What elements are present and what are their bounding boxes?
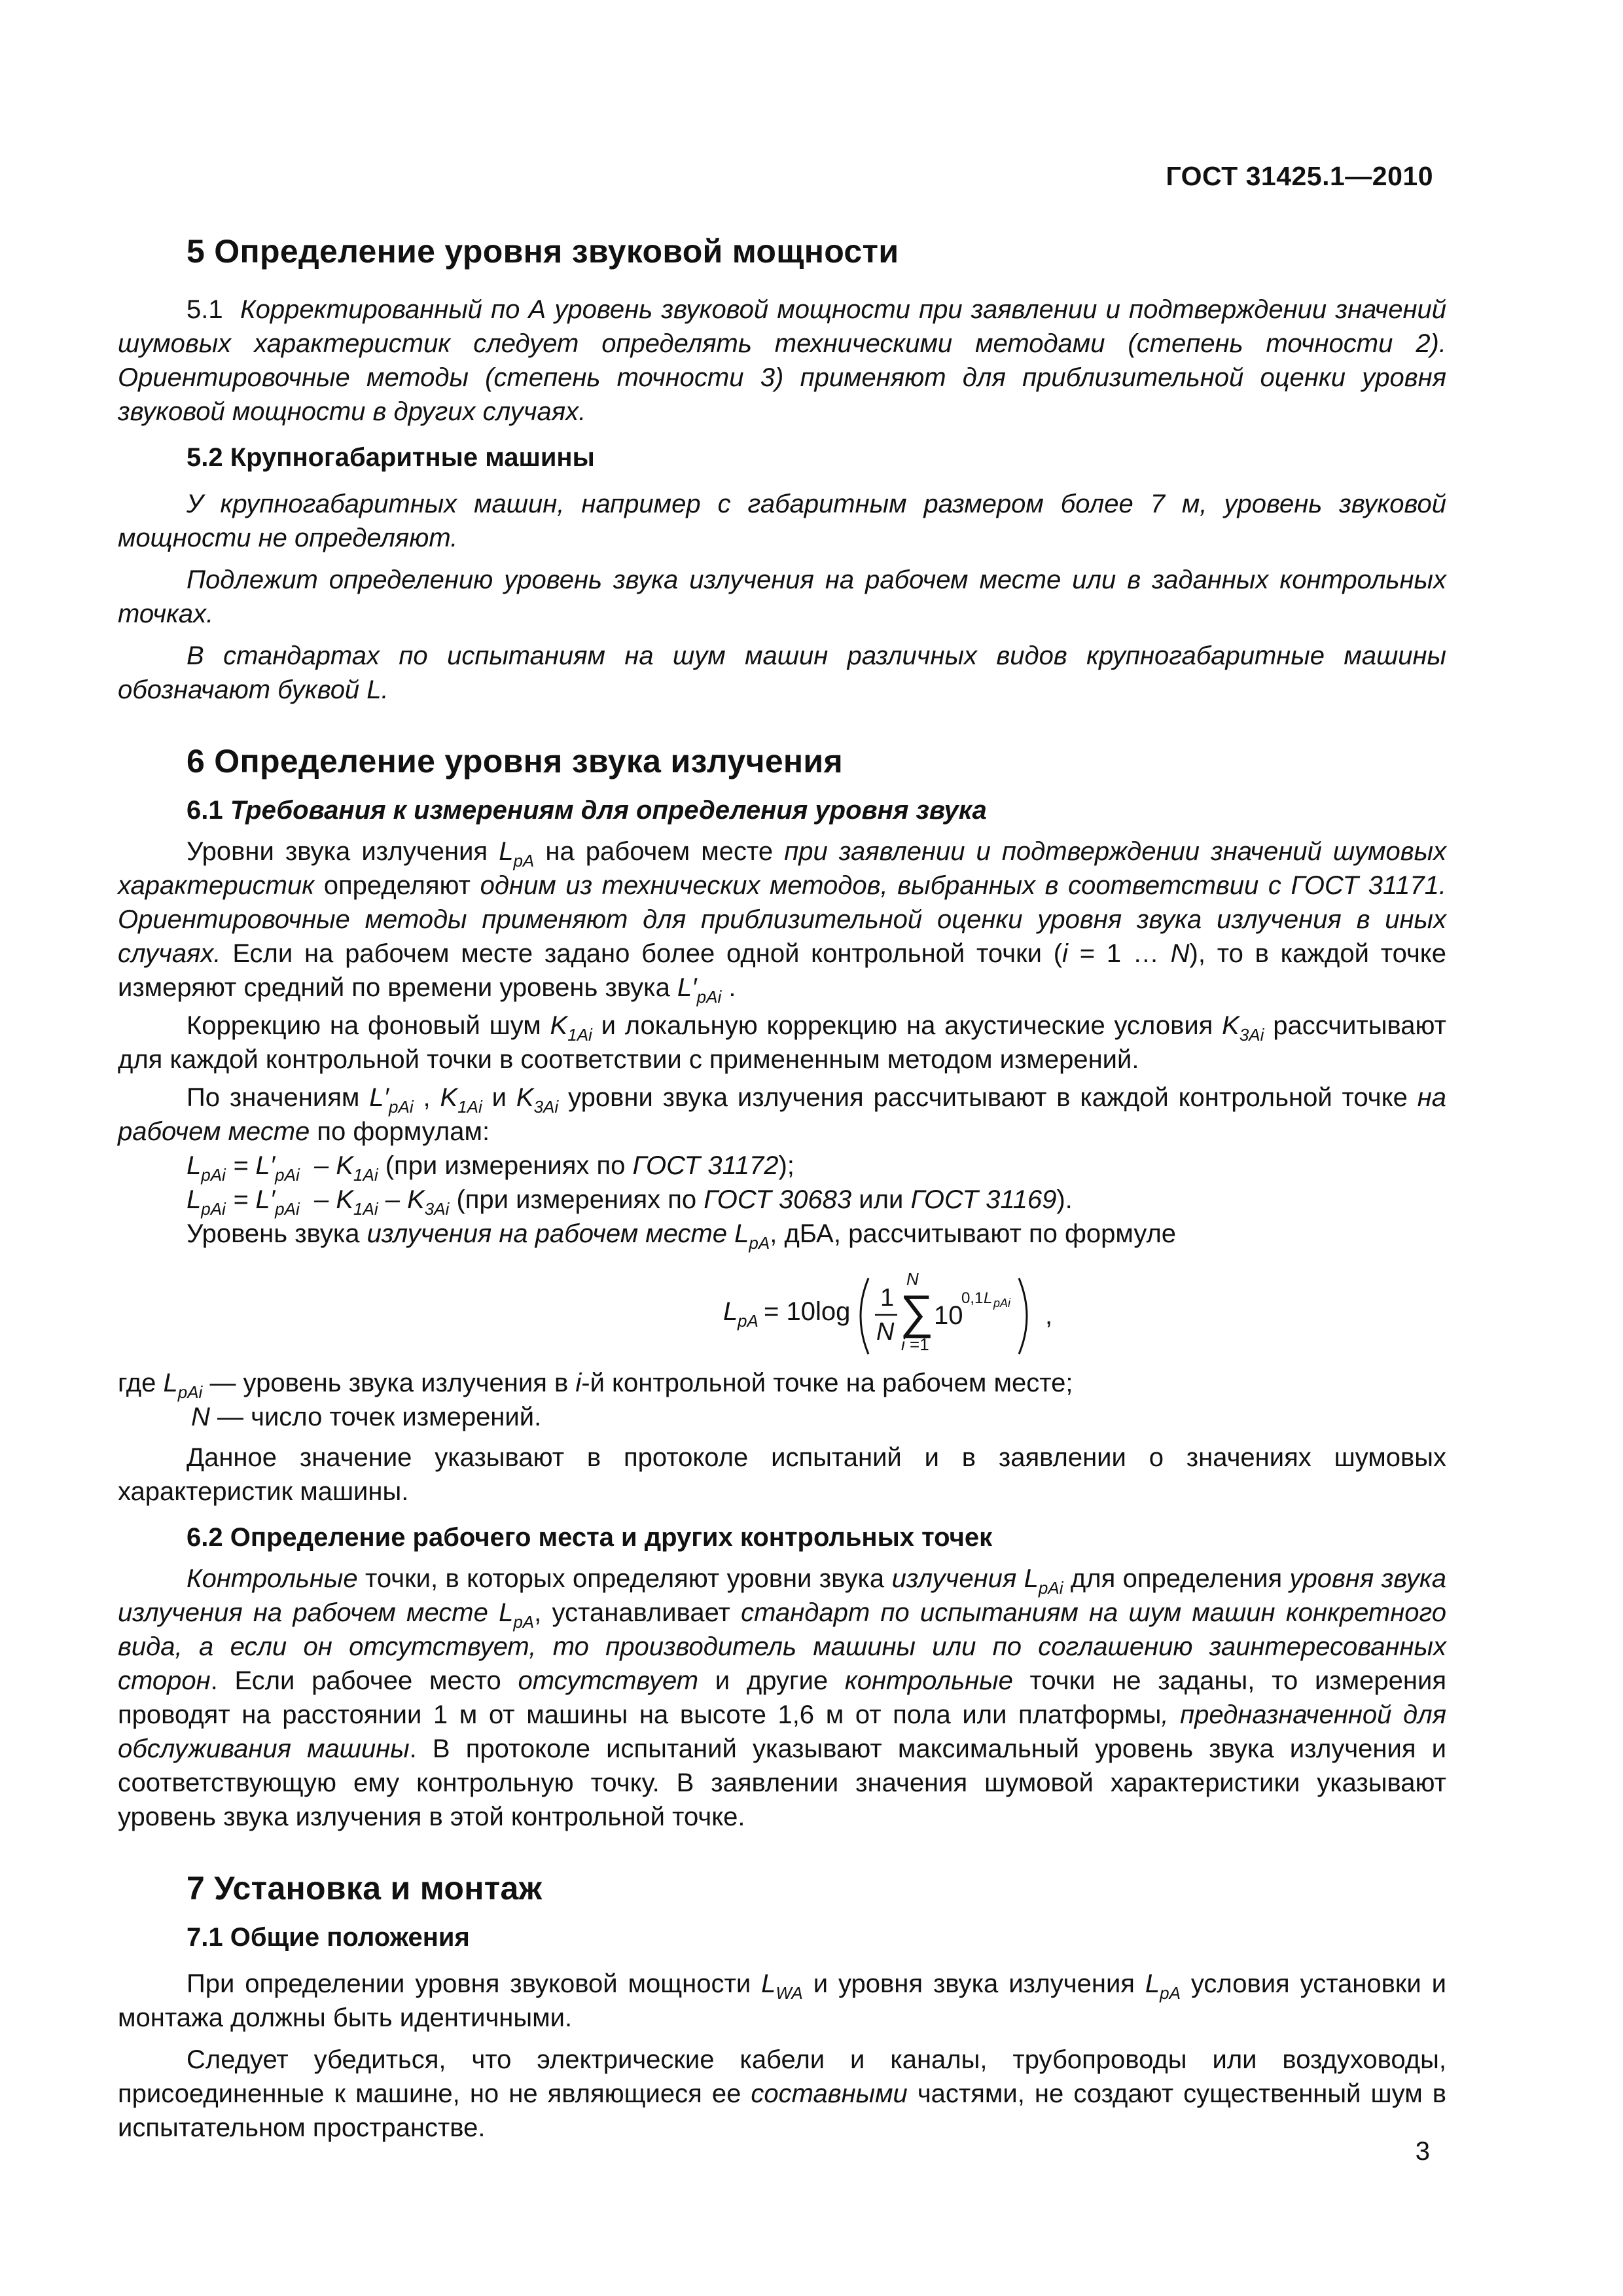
formula-LpA-log (118, 1251, 1446, 1362)
document-code: ГОСТ 31425.1—2010 (1166, 161, 1433, 191)
section-5-heading: 5 Определение уровня звуковой мощности (187, 233, 899, 270)
symbol-LpAi-prime: $L'_{pAi}$ (369, 1083, 414, 1117)
svg-text:L: L (723, 1297, 738, 1326)
svg-text:N: N (906, 1269, 919, 1289)
text: ГОСТ 31172 (632, 1151, 779, 1180)
section-5-2-heading: 5.2 Крупногабаритные машины (187, 443, 595, 472)
formula-intro: Уровень звука излучения на рабочем месте $L_{pA}$, дБА, рассчитывают по формуле (187, 1219, 1177, 1253)
text: Контрольные (187, 1564, 358, 1593)
text: ). (1056, 1185, 1073, 1214)
symbol-K1Ai: $K_{1Ai}$ (550, 1011, 592, 1045)
s5-1-number: 5.1 (187, 295, 223, 324)
text: излучения (891, 1564, 1017, 1593)
text: частями, не создают существенный шум в испытательном пространстве. (118, 2079, 1447, 2142)
text: стандарт по испытаниям на шум машин конкретного вида, а если он отсутствует, то производитель машины или по соглашению заинтересованных сторон (118, 1598, 1446, 1695)
s6-2-paragraph: Контрольные точки, в которых определяют уровни звука излучения $L_{pAi}$ для определения уровня звука излучения на рабочем месте $L_{pA}$, устанавливает стандарт по испытаниям на шум машин конкретного вида, а если он отсутствует, то производитель машины или по соглашению заинтересованных сторон. Если рабочее место отсутствует и другие контрольные точки не заданы, то измерения проводят на расстоянии 1 м от машины на высоте 1,6 м от пола или платформы, предназначенной для обслуживания машины. В протоколе испытаний указывают максимальный уровень звука излучения и соответствующую ему контрольную точку. В заявлении значения шумовой характеристики указывают уровень звука излучения в этой контрольной точке. (118, 1564, 1447, 1831)
s5-2-paragraph-2: Подлежит определению уровень звука излучения на рабочем месте или в заданных контрольных точках. (118, 565, 1446, 628)
text: . Если рабочее место (210, 1666, 518, 1695)
svg-text:i =1: i =1 (901, 1335, 929, 1354)
section-7-heading: 7 Установка и монтаж (187, 1870, 543, 1907)
s6-1-title: Требования к измерениям для определения уровня звука (230, 796, 987, 825)
symbol-K3Ai: $K_{3Ai}$ (516, 1083, 559, 1117)
text: точки, в которых определяют уровни звука (357, 1564, 892, 1593)
text: Если на рабочем месте задано более одной контрольной точки ( (221, 939, 1063, 968)
text: Уровни звука излучения (187, 837, 499, 866)
text: Уровень звука (187, 1219, 367, 1248)
text: При определении уровня звуковой мощности (187, 1969, 762, 1998)
s5-1-paragraph (118, 293, 1446, 429)
text: по формулам: (310, 1117, 490, 1146)
text: Следует убедиться, что электрические кабели и каналы, трубопроводы или воздуховоды, присоединенные к машине, но не являющиеся ее (118, 2045, 1446, 2108)
text: , предназначенной для обслуживания машины (118, 1700, 1447, 1763)
s5-2-paragraph-1: У крупногабаритных машин, например с габаритным размером более 7 м, уровень звуковой мощности не определяют. (118, 490, 1446, 552)
text: составными (751, 2079, 908, 2108)
s6-1-paragraph-2 (118, 1009, 1446, 1077)
text: одним из технических методов, выбранных в соответствии с ГОСТ 31171. Ориентировочные методы применяют для приблизительной оценки уровня звука излучения в иных случаях. (118, 871, 1447, 968)
text: -й контрольной точке на рабочем месте; (581, 1369, 1073, 1397)
text: , дБА, рассчитывают по формуле (770, 1219, 1177, 1248)
where-line-2: N — число точек измерений. (191, 1403, 542, 1431)
text: на рабочем месте (118, 1083, 1446, 1146)
symbol-K1Ai: $K_{1Ai}$ (440, 1083, 482, 1117)
svg-text:pA: pA (738, 1311, 758, 1331)
text: = 1 … (1067, 939, 1171, 968)
text: рассчитывают для каждой контрольной точки в соответствии с примененным методом измерений. (118, 1011, 1446, 1074)
text: , устанавливает (534, 1598, 741, 1627)
text: ); (778, 1151, 794, 1180)
s7-1-paragraph-1: При определении уровня звуковой мощности $L_{WA}$ и уровня звука излучения $L_{pA}$ условия установки и монтажа должны быть идентичными. (118, 1969, 1447, 2032)
text: где (118, 1369, 164, 1397)
text: Коррекцию на фоновый шум (187, 1011, 550, 1040)
symbol-LpAi-prime: $L'_{pAi}$ (677, 973, 722, 1007)
text: отсутствует (518, 1666, 699, 1695)
text: (при измерениях по (449, 1185, 704, 1214)
s6-1-paragraph-1: Уровни звука излучения $L_{pA}$ на рабочем месте при заявлении и подтверждении значений шумовых характеристик определяют одним из технических методов, выбранных в соответствии с ГОСТ 31171. Ориентировочные методы применяют для приблизительной оценки уровня звука излучения в иных случаях. Если на рабочем месте задано более одной контрольной точки (i = 1 … N), то в каждой точке измеряют средний по времени уровень звука $L'_{pAi}$ . (118, 837, 1447, 1007)
svg-text:pAi: pAi (993, 1297, 1011, 1310)
text: — уровень звука излучения в (202, 1369, 576, 1397)
svg-text:0,1: 0,1 (961, 1289, 984, 1307)
svg-text:10: 10 (934, 1301, 963, 1330)
text: уровни звука излучения рассчитывают в каждой контрольной точке (558, 1083, 1418, 1112)
s6-1-paragraph-3: По значениям $L'_{pAi}$ , $K_{1Ai}$ и $K_{3Ai}$ уровни звука излучения рассчитывают в каждой контрольной точке на рабочем месте по формулам: (118, 1083, 1446, 1146)
text: определяют (314, 871, 480, 900)
symbol-K3Ai: $K_{3Ai}$ (1222, 1011, 1264, 1045)
text: условия установки и монтажа должны быть идентичными. (118, 1969, 1447, 2032)
formula-1: $L_{pAi} = L'_{pAi} - K_{1Ai}$ (при измерениях по ГОСТ 31172); (187, 1151, 794, 1185)
section-6-2-heading: 6.2 Определение рабочего места и других контрольных точек (187, 1523, 993, 1552)
section-6-heading: 6 Определение уровня звука излучения (187, 743, 843, 780)
formula-2: $L_{pAi} = L'_{pAi} - K_{1Ai} - K_{3Ai}$ (при измерениях по ГОСТ 30683 или ГОСТ 31169). (187, 1185, 1073, 1219)
svg-text:1: 1 (880, 1284, 895, 1312)
text: точки не заданы, то измерения проводят на расстоянии 1 м от машины на высоте 1,6 м от пола или платформы (118, 1666, 1446, 1729)
s5-1-text: Корректированный по А уровень звуковой мощности при заявлении и подтверждении значений шумовых характеристик следует определять техническими методами (степень точности 2). Ориентировочные методы (степень точности 3) применяют для приблизительной оценки уровня звуковой мощности в других случаях. (118, 295, 1446, 426)
text: излучения на рабочем месте (366, 1219, 728, 1248)
s6-1-paragraph-5: Данное значение указывают в протоколе испытаний и в заявлении о значениях шумовых характеристик машины. (118, 1443, 1446, 1506)
text: и локальную коррекцию на акустические условия (601, 1011, 1222, 1040)
text: контрольные (844, 1666, 1013, 1695)
text: (при измерениях по (378, 1151, 633, 1180)
text: при заявлении и подтверждении значений шумовых характеристик (118, 837, 1447, 900)
text: По значениям (187, 1083, 370, 1112)
page-number: 3 (1415, 2137, 1430, 2166)
section-6-1-heading (118, 796, 1446, 825)
text: — число точек измерений. (209, 1403, 542, 1431)
symbol-i: i (1062, 939, 1068, 968)
text: на рабочем месте (534, 837, 785, 866)
text: . В протоколе испытаний указывают максимальный уровень звука излучения и соответствующую ему контрольную точку. В заявлении значения шумовой характеристики указывают уровень звука излучения в этой контрольной точке. (118, 1734, 1447, 1831)
text: ГОСТ 30683 (704, 1185, 852, 1214)
summation-formula (723, 1251, 1090, 1362)
s6-1-number: 6.1 (187, 796, 223, 825)
svg-text:L: L (984, 1289, 993, 1307)
svg-text:,: , (1045, 1301, 1053, 1330)
svg-text:= 10log: = 10log (764, 1297, 851, 1326)
symbol-N: N (1170, 939, 1190, 968)
svg-text:N: N (876, 1318, 895, 1346)
text: и уровня звука излучения (802, 1969, 1145, 1998)
symbol-LpA: $L_{pA}$ (499, 837, 535, 870)
text: ), то в каждой точке измеряют средний по времени уровень звука (118, 939, 1446, 1002)
text: и другие (698, 1666, 845, 1695)
s7-1-paragraph-2 (118, 2043, 1446, 2145)
text: ГОСТ 31169 (910, 1185, 1057, 1214)
text: уровня звука излучения на рабочем месте (118, 1564, 1446, 1627)
where-line-1: где $L_{pAi}$ — уровень звука излучения в i-й контрольной точке на рабочем месте; (118, 1369, 1073, 1402)
svg-text:∑: ∑ (900, 1286, 934, 1338)
page-content (118, 232, 1446, 2145)
s5-2-paragraph-3: В стандартах по испытаниям на шум машин различных видов крупногабаритные машины обозначают буквой L. (118, 641, 1446, 704)
text: или (851, 1185, 911, 1214)
section-7-1-heading: 7.1 Общие положения (187, 1923, 470, 1952)
text: для определения (1063, 1564, 1290, 1593)
